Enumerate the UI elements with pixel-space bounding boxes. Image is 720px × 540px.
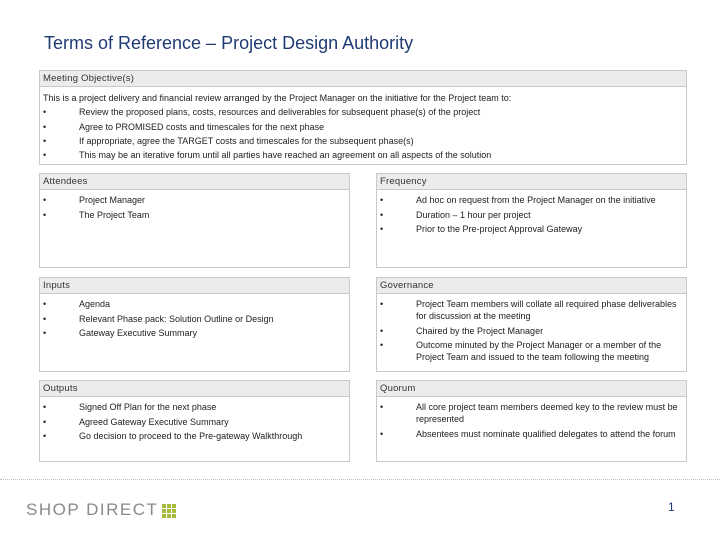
list-item: • All core project team members deemed key to the review must be represented: [380, 402, 678, 424]
frequency-header: Frequency: [377, 174, 686, 190]
governance-header: Governance: [377, 278, 686, 294]
governance-list: [380, 298, 683, 363]
frequency-section: [376, 173, 687, 268]
objectives-list: [43, 105, 683, 162]
company-logo: [26, 500, 176, 520]
list-item: • Go decision to proceed to the Pre-gateway Walkthrough: [43, 431, 303, 441]
inputs-section: [39, 277, 350, 372]
list-item: • Signed Off Plan for the next phase: [43, 402, 217, 412]
list-item: • Agree to PROMISED costs and timescales for the next phase: [43, 121, 325, 132]
quorum-list: [380, 401, 683, 440]
attendees-list: [43, 194, 346, 221]
list-item: • If appropriate, agree the TARGET costs and timescales for the subsequent phase(s): [43, 135, 414, 146]
outputs-header: Outputs: [40, 381, 349, 397]
logo-mark-icon: [162, 504, 176, 518]
frequency-list: [380, 194, 683, 235]
list-item: • Absentees must nominate qualified delegates to attend the forum: [380, 428, 676, 439]
objectives-section: [39, 70, 687, 165]
page-number: 1: [668, 500, 675, 514]
footer-divider: [0, 479, 720, 480]
list-item: • Chaired by the Project Manager: [380, 325, 544, 336]
list-item: • Project Manager: [43, 195, 146, 205]
list-item: • Agenda: [43, 299, 111, 309]
attendees-section: [39, 173, 350, 268]
objectives-intro: This is a project delivery and financial review arranged by the Project Manager on the initiative for the Project team to:: [43, 93, 512, 103]
list-item: • Ad hoc on request from the Project Manager on the initiative: [380, 195, 656, 205]
governance-section: [376, 277, 687, 372]
page-title: Terms of Reference – Project Design Authority: [44, 33, 414, 53]
logo-text: SHOP DIRECT: [26, 500, 159, 519]
inputs-list: [43, 298, 346, 339]
quorum-header: Quorum: [377, 381, 686, 397]
list-item: • Gateway Executive Summary: [43, 328, 198, 338]
list-item: • Outcome minuted by the Project Manager or a member of the Project Team and issued to the team following the meeting: [380, 340, 662, 362]
list-item: • Project Team members will collate all required phase deliverables for discussion at the meeting: [380, 299, 677, 321]
objectives-header: Meeting Objective(s): [40, 71, 686, 87]
list-item: • Agreed Gateway Executive Summary: [43, 416, 229, 427]
list-item: • The Project Team: [43, 209, 150, 220]
list-item: • Prior to the Pre-project Approval Gateway: [380, 224, 583, 234]
list-item: • Relevant Phase pack: Solution Outline or Design: [43, 313, 274, 324]
list-item: • Review the proposed plans, costs, resources and deliverables for subsequent phase(s) of the project: [43, 107, 481, 118]
outputs-section: [39, 380, 350, 462]
list-item: • This may be an iterative forum until all parties have reached an agreement on all aspects of the solution: [43, 150, 492, 161]
quorum-section: [376, 380, 687, 462]
attendees-header: Attendees: [40, 174, 349, 190]
outputs-list: [43, 401, 346, 442]
list-item: • Duration – 1 hour per project: [380, 209, 531, 220]
inputs-header: Inputs: [40, 278, 349, 294]
